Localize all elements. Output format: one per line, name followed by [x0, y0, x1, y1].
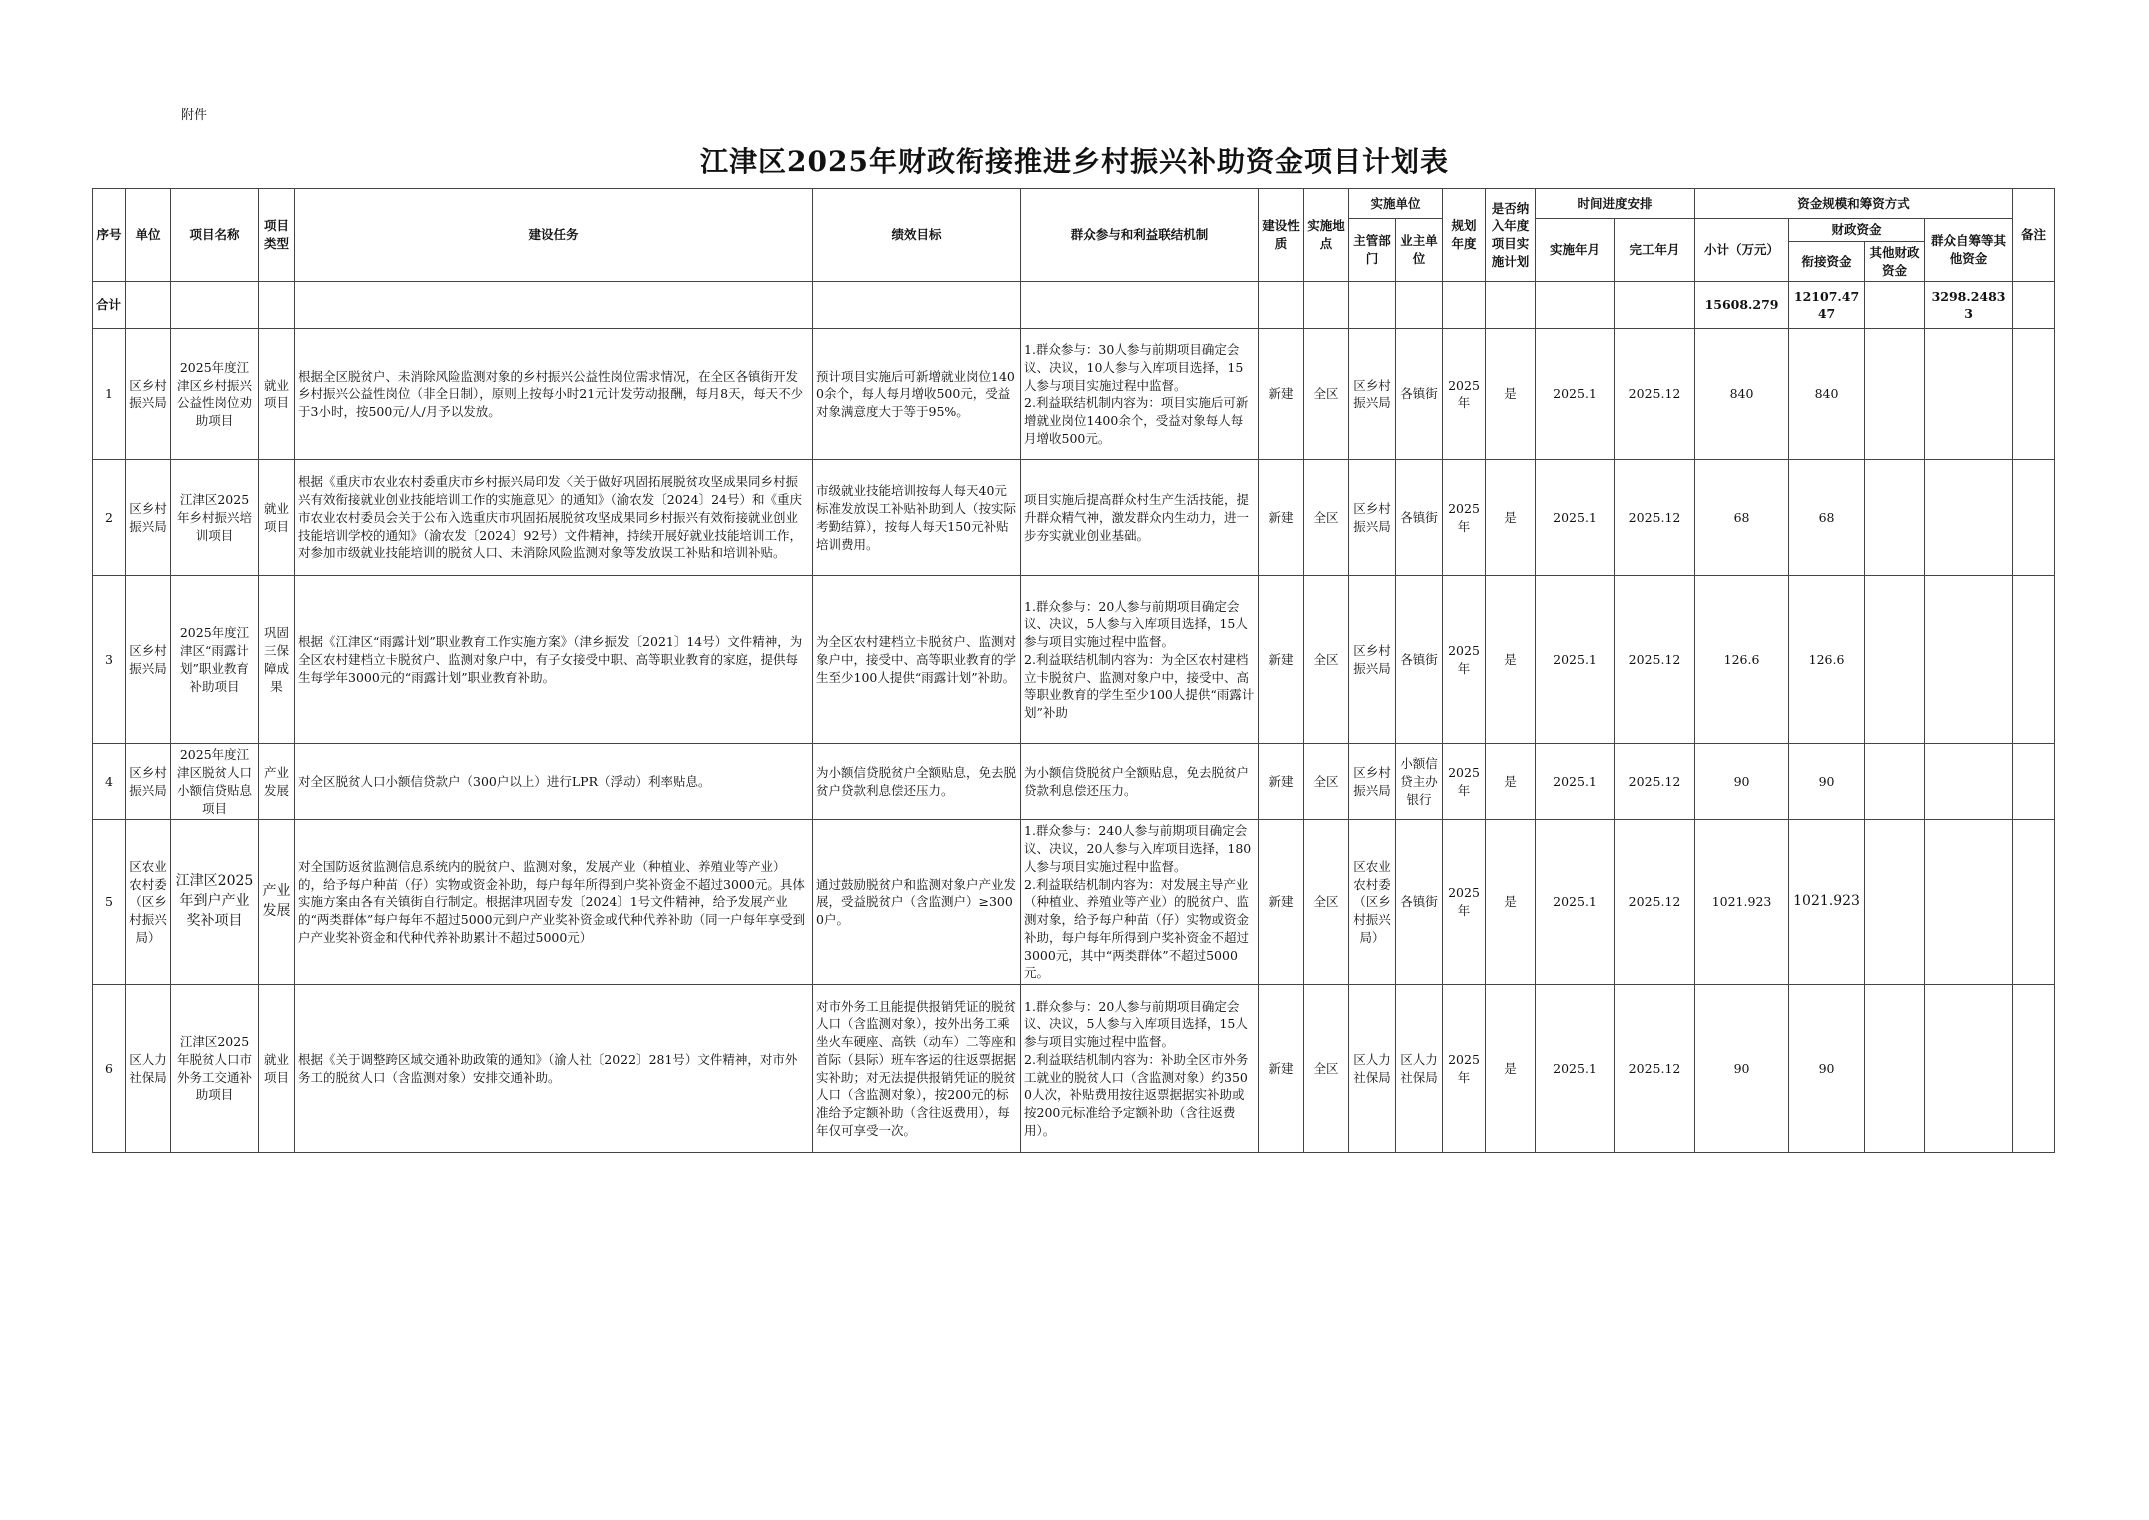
cell-self-raised: [1925, 329, 2013, 460]
header-seq: 序号: [93, 189, 126, 282]
cell-owner: 各镇街: [1396, 329, 1443, 460]
total-subtotal: 15608.279: [1695, 282, 1789, 329]
cell-owner: 各镇街: [1396, 820, 1443, 985]
cell-subtotal: 126.6: [1695, 576, 1789, 744]
cell-supervisor: 区乡村振兴局: [1349, 576, 1396, 744]
cell-name: 2025年度江津区脱贫人口小额信贷贴息项目: [171, 744, 259, 820]
cell-location: 全区: [1304, 820, 1349, 985]
cell-supervisor: 区乡村振兴局: [1349, 460, 1396, 576]
total-row: [93, 282, 2055, 329]
cell-start: 2025.1: [1536, 744, 1615, 820]
header-supervisor: 主管部门: [1349, 219, 1396, 282]
cell-name: 2025年度江津区“雨露计划”职业教育补助项目: [171, 576, 259, 744]
table-row: [93, 576, 2055, 744]
cell-included: 是: [1486, 985, 1536, 1153]
cell-plan-year: 2025年: [1443, 744, 1486, 820]
cell-start: 2025.1: [1536, 985, 1615, 1153]
cell-included: 是: [1486, 460, 1536, 576]
header-plan-year: 规划年度: [1443, 189, 1486, 282]
cell-task: 对全区脱贫人口小额信贷款户（300户以上）进行LPR（浮动）利率贴息。: [295, 744, 813, 820]
table-row: [93, 820, 2055, 985]
cell-supervisor: 区农业农村委（区乡村振兴局）: [1349, 820, 1396, 985]
cell-other-fiscal: [1865, 576, 1925, 744]
cell-plan-year: 2025年: [1443, 985, 1486, 1153]
header-subtotal: 小计（万元）: [1695, 219, 1789, 282]
cell-nature: 新建: [1259, 985, 1304, 1153]
cell-end: 2025.12: [1615, 820, 1695, 985]
cell-seq: 6: [93, 985, 126, 1153]
header-other-fiscal: 其他财政资金: [1865, 241, 1925, 282]
cell-remark: [2013, 744, 2055, 820]
cell-subtotal: 68: [1695, 460, 1789, 576]
cell-mechanism: 项目实施后提高群众村生产生活技能，提升群众精气神，激发群众内生动力，进一步夯实就业创业基础。: [1021, 460, 1259, 576]
cell-owner: 各镇街: [1396, 460, 1443, 576]
cell-type: 就业项目: [259, 985, 295, 1153]
cell-owner: 小额信贷主办银行: [1396, 744, 1443, 820]
header-type: 项目类型: [259, 189, 295, 282]
cell-supervisor: 区乡村振兴局: [1349, 744, 1396, 820]
header-funds: 资金规模和筹资方式: [1695, 189, 2013, 219]
cell-plan-year: 2025年: [1443, 329, 1486, 460]
cell-type: 产业发展: [259, 820, 295, 985]
header-fiscal: 财政资金: [1789, 219, 1925, 242]
cell-seq: 4: [93, 744, 126, 820]
cell-end: 2025.12: [1615, 460, 1695, 576]
total-linked: 12107.4747: [1789, 282, 1865, 329]
cell-nature: 新建: [1259, 576, 1304, 744]
cell-remark: [2013, 460, 2055, 576]
cell-end: 2025.12: [1615, 329, 1695, 460]
cell-remark: [2013, 820, 2055, 985]
header-unit: 单位: [126, 189, 171, 282]
cell-end: 2025.12: [1615, 744, 1695, 820]
header-nature: 建设性质: [1259, 189, 1304, 282]
cell-task: 对全国防返贫监测信息系统内的脱贫户、监测对象，发展产业（种植业、养殖业等产业）的，给予每户种苗（仔）实物或资金补助，每户每年所得到户奖补资金不超过3000元。具体实施方案由各有关镇街自行制定。根据津巩固专发〔2024〕1号文件精神，给予发展产业的“两类群体”每户每年不超过5000元到户产业奖补资金或代种代养补助（同一户每年享受到户产业奖补资金和代种代养补助累计不超过5000元）: [295, 820, 813, 985]
cell-mechanism: 1.群众参与：240人参与前期项目确定会议、决议，20人参与入库项目选择，180人参与项目实施过程中监督。 2.利益联结机制内容为：对发展主导产业（种植业、养殖业等产业）的脱贫户、监测对象，给予每户种苗（仔）实物或资金补助，每户每年所得到户奖补资金不超过3000元，其中“两类群体”不超过5000元。: [1021, 820, 1259, 985]
cell-start: 2025.1: [1536, 329, 1615, 460]
cell-location: 全区: [1304, 985, 1349, 1153]
cell-start: 2025.1: [1536, 820, 1615, 985]
cell-nature: 新建: [1259, 329, 1304, 460]
cell-nature: 新建: [1259, 744, 1304, 820]
cell-plan-year: 2025年: [1443, 820, 1486, 985]
cell-unit: 区乡村振兴局: [126, 460, 171, 576]
cell-linked: 126.6: [1789, 576, 1865, 744]
cell-other-fiscal: [1865, 985, 1925, 1153]
table-row: [93, 744, 2055, 820]
cell-task: 根据《关于调整跨区域交通补助政策的通知》（渝人社〔2022〕281号）文件精神，对市外务工的脱贫人口（含监测对象）安排交通补助。: [295, 985, 813, 1153]
cell-remark: [2013, 576, 2055, 744]
cell-linked: 90: [1789, 744, 1865, 820]
cell-task: 根据全区脱贫户、未消除风险监测对象的乡村振兴公益性岗位需求情况，在全区各镇街开发乡村振兴公益性岗位（非全日制），原则上按每小时21元计发劳动报酬，每月8天，每天不少于3小时，按500元/人/月予以发放。: [295, 329, 813, 460]
cell-mechanism: 1.群众参与：20人参与前期项目确定会议、决议，5人参与入库项目选择，15人参与项目实施过程中监督。 2.利益联结机制内容为：为全区农村建档立卡脱贫户、监测对象户中，接受中、高等职业教育的学生至少100人提供“雨露计划”补助: [1021, 576, 1259, 744]
cell-included: 是: [1486, 820, 1536, 985]
cell-included: 是: [1486, 576, 1536, 744]
cell-owner: 各镇街: [1396, 576, 1443, 744]
header-start: 实施年月: [1536, 219, 1615, 282]
cell-self-raised: [1925, 460, 2013, 576]
cell-location: 全区: [1304, 744, 1349, 820]
cell-task: 根据《重庆市农业农村委重庆市乡村振兴局印发〈关于做好巩固拓展脱贫攻坚成果同乡村振兴有效衔接就业创业技能培训工作的实施意见〉的通知》（渝农发〔2024〕24号）和《重庆市农业农村委员会关于公布入选重庆市巩固拓展脱贫攻坚成果同乡村振兴有效衔接就业创业技能培训学校的通知》（渝农发〔2024〕92号）文件精神，持续开展好就业技能培训工作，对参加市级就业技能培训的脱贫人口、未消除风险监测对象等发放误工补贴和培训补贴。: [295, 460, 813, 576]
cell-seq: 3: [93, 576, 126, 744]
header-remark: 备注: [2013, 189, 2055, 282]
table-row: [93, 329, 2055, 460]
total-label: 合计: [93, 282, 126, 329]
cell-other-fiscal: [1865, 820, 1925, 985]
cell-self-raised: [1925, 576, 2013, 744]
cell-remark: [2013, 985, 2055, 1153]
cell-mechanism: 为小额信贷脱贫户全额贴息，免去脱贫户贷款利息偿还压力。: [1021, 744, 1259, 820]
header-impl-unit: 实施单位: [1349, 189, 1443, 219]
header-end: 完工年月: [1615, 219, 1695, 282]
cell-goal: 市级就业技能培训按每人每天40元标准发放误工补贴补助到人（按实际考勤结算），按每人每天150元补贴培训费用。: [813, 460, 1021, 576]
cell-linked: 68: [1789, 460, 1865, 576]
cell-seq: 5: [93, 820, 126, 985]
cell-end: 2025.12: [1615, 985, 1695, 1153]
cell-location: 全区: [1304, 329, 1349, 460]
cell-supervisor: 区乡村振兴局: [1349, 329, 1396, 460]
cell-subtotal: 90: [1695, 744, 1789, 820]
cell-type: 就业项目: [259, 329, 295, 460]
cell-subtotal: 90: [1695, 985, 1789, 1153]
cell-linked: 90: [1789, 985, 1865, 1153]
cell-supervisor: 区人力社保局: [1349, 985, 1396, 1153]
cell-subtotal: 1021.923: [1695, 820, 1789, 985]
cell-plan-year: 2025年: [1443, 576, 1486, 744]
cell-seq: 1: [93, 329, 126, 460]
cell-goal: 为全区农村建档立卡脱贫户、监测对象户中，接受中、高等职业教育的学生至少100人提供“雨露计划”补助。: [813, 576, 1021, 744]
cell-name: 江津区2025年脱贫人口市外务工交通补助项目: [171, 985, 259, 1153]
cell-location: 全区: [1304, 460, 1349, 576]
project-plan-table: [92, 188, 2055, 1153]
cell-start: 2025.1: [1536, 576, 1615, 744]
cell-start: 2025.1: [1536, 460, 1615, 576]
cell-task: 根据《江津区“雨露计划”职业教育工作实施方案》（津乡振发〔2021〕14号）文件精神，为全区农村建档立卡脱贫户、监测对象户中，有子女接受中职、高等职业教育的家庭，提供每生每学年3000元的“雨露计划”职业教育补助。: [295, 576, 813, 744]
cell-owner: 区人力社保局: [1396, 985, 1443, 1153]
header-goal: 绩效目标: [813, 189, 1021, 282]
cell-unit: 区乡村振兴局: [126, 329, 171, 460]
cell-name: 2025年度江津区乡村振兴公益性岗位劝助项目: [171, 329, 259, 460]
header-location: 实施地点: [1304, 189, 1349, 282]
cell-other-fiscal: [1865, 329, 1925, 460]
cell-nature: 新建: [1259, 460, 1304, 576]
cell-self-raised: [1925, 985, 2013, 1153]
cell-unit: 区乡村振兴局: [126, 576, 171, 744]
header-name: 项目名称: [171, 189, 259, 282]
cell-included: 是: [1486, 744, 1536, 820]
cell-self-raised: [1925, 820, 2013, 985]
cell-seq: 2: [93, 460, 126, 576]
cell-location: 全区: [1304, 576, 1349, 744]
cell-self-raised: [1925, 744, 2013, 820]
header-mechanism: 群众参与和利益联结机制: [1021, 189, 1259, 282]
cell-goal: 对市外务工且能提供报销凭证的脱贫人口（含监测对象），按外出务工乘坐火车硬座、高铁（动车）二等座和首际（县际）班车客运的往返票据据实补助；对无法提供报销凭证的脱贫人口（含监测对象），按200元的标准给予定额补助（含往返费用），每年仅可享受一次。: [813, 985, 1021, 1153]
header-task: 建设任务: [295, 189, 813, 282]
cell-type: 就业项目: [259, 460, 295, 576]
total-self-raised: 3298.24833: [1925, 282, 2013, 329]
cell-end: 2025.12: [1615, 576, 1695, 744]
cell-type: 产业发展: [259, 744, 295, 820]
cell-unit: 区农业农村委（区乡村振兴局）: [126, 820, 171, 985]
cell-linked: 840: [1789, 329, 1865, 460]
cell-unit: 区人力社保局: [126, 985, 171, 1153]
cell-name: 江津区2025年乡村振兴培训项目: [171, 460, 259, 576]
cell-other-fiscal: [1865, 744, 1925, 820]
cell-type: 巩固三保障成果: [259, 576, 295, 744]
cell-remark: [2013, 329, 2055, 460]
cell-goal: 通过鼓励脱贫户和监测对象户产业发展，受益脱贫户（含监测户）≥3000户。: [813, 820, 1021, 985]
page-title: 江津区2025年财政衔接推进乡村振兴补助资金项目计划表: [700, 145, 1449, 178]
cell-name: 江津区2025年到户产业奖补项目: [171, 820, 259, 985]
cell-unit: 区乡村振兴局: [126, 744, 171, 820]
cell-goal: 预计项目实施后可新增就业岗位1400余个，每人每月增收500元，受益对象满意度大于等于95%。: [813, 329, 1021, 460]
cell-other-fiscal: [1865, 460, 1925, 576]
table-row: [93, 985, 2055, 1153]
cell-plan-year: 2025年: [1443, 460, 1486, 576]
cell-mechanism: 1.群众参与：20人参与前期项目确定会议、决议，5人参与入库项目选择，15人参与项目实施过程中监督。 2.利益联结机制内容为：补助全区市外务工就业的脱贫人口（含监测对象）约3500人次，补贴费用按往返票据据实补助或按200元标准给予定额补助（含往返费用）。: [1021, 985, 1259, 1153]
header-included: 是否纳入年度项目实施计划: [1486, 189, 1536, 282]
cell-linked: 1021.923: [1789, 820, 1865, 985]
header-linked: 衔接资金: [1789, 241, 1865, 282]
attachment-label: 附件: [181, 108, 208, 123]
header-schedule: 时间进度安排: [1536, 189, 1695, 219]
header-self-raised: 群众自筹等其他资金: [1925, 219, 2013, 282]
cell-goal: 为小额信贷脱贫户全额贴息，免去脱贫户贷款利息偿还压力。: [813, 744, 1021, 820]
cell-mechanism: 1.群众参与：30人参与前期项目确定会议、决议，10人参与入库项目选择，15人参与项目实施过程中监督。 2.利益联结机制内容为：项目实施后可新增就业岗位1400余个，受益对象每人每月增收500元。: [1021, 329, 1259, 460]
cell-included: 是: [1486, 329, 1536, 460]
header-owner: 业主单位: [1396, 219, 1443, 282]
cell-nature: 新建: [1259, 820, 1304, 985]
table-row: [93, 460, 2055, 576]
cell-subtotal: 840: [1695, 329, 1789, 460]
